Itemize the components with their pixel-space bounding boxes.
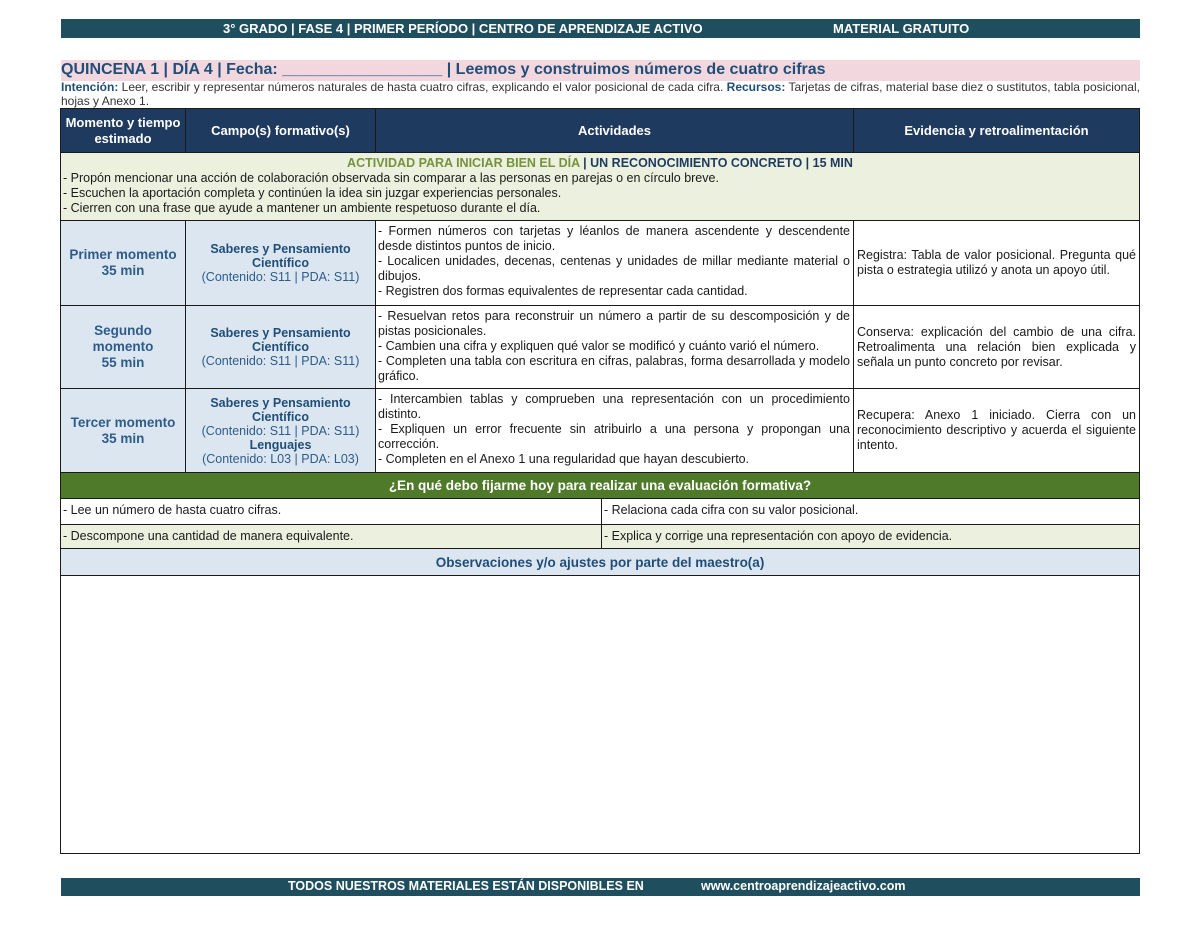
moment-3-evidence	[853, 388, 1140, 473]
header-activities	[375, 108, 854, 153]
moment-1-field-content: (Contenido: S11 | PDA: S11)	[201, 270, 360, 284]
activity-line: - Expliquen un error frecuente sin atribuirlo a una persona y propongan una corrección.	[378, 422, 850, 451]
resources-text: Tarjetas de cifras, material base diez o sustitutos, tabla posicional, hojas y Anexo 1.	[61, 80, 1140, 108]
moment-3-field	[185, 388, 376, 473]
observations-title-bar	[60, 548, 1140, 576]
evidence-text: Conserva: explicación del cambio de una cifra. Retroalimenta una relación bien explicada y señala un punto concreto por revisar.	[857, 324, 1136, 369]
title-bar	[61, 60, 1140, 81]
criterion-cell	[60, 498, 602, 525]
activity-line: - Registren dos formas equivalentes de representar cada cantidad.	[378, 284, 748, 298]
header-evidence-label: Evidencia y retroalimentación	[904, 122, 1089, 138]
evidence-text: Registra: Tabla de valor posicional. Pregunta qué pista o estrategia utilizó y anota un apoyo útil.	[857, 248, 1136, 277]
start-activity-subtitle: | UN RECONOCIMIENTO CONCRETO | 15 MIN	[579, 156, 853, 170]
header-right-text: MATERIAL GRATUITO	[833, 21, 970, 36]
moment-3-field-name: Saberes y Pensamiento Científico	[210, 395, 351, 424]
moment-2-evidence	[853, 305, 1140, 389]
observations-title: Observaciones y/o ajustes por parte del maestro(a)	[435, 554, 765, 570]
header-moment	[60, 108, 186, 153]
moment-3-field-content: (Contenido: S11 | PDA: S11)	[201, 423, 360, 438]
moment-1-activities	[375, 220, 854, 306]
moment-2-cell	[60, 305, 186, 389]
header-field	[185, 108, 376, 153]
criterion-text: - Descompone una cantidad de manera equivalente.	[63, 529, 354, 543]
criterion-text: - Lee un número de hasta cuatro cifras.	[63, 503, 282, 517]
moment-2-activities	[375, 305, 854, 389]
criterion-cell	[60, 524, 602, 549]
moment-3-cell	[60, 388, 186, 473]
intention-text: Leer, escribir y representar números naturales de hasta cuatro cifras, explicando el valor posicional de cada cifra.	[118, 80, 727, 94]
moment-1-time: 35 min	[101, 263, 145, 278]
moment-2-field-content: (Contenido: S11 | PDA: S11)	[201, 354, 360, 368]
moment-2-field-name: Saberes y Pensamiento Científico	[210, 326, 351, 354]
moment-2-time: 55 min	[101, 355, 145, 370]
start-activity-block	[60, 152, 1140, 221]
moment-3-name: Tercer momento	[70, 414, 176, 430]
footer-left-text: TODOS NUESTROS MATERIALES ESTÁN DISPONIBLES EN	[288, 879, 644, 893]
activity-line: - Localicen unidades, decenas, centenas y unidades de millar mediante material o dibujos.	[378, 254, 850, 283]
page-title: QUINCENA 1 | DÍA 4 | Fecha: __________________ | Leemos y construimos números de cuatro cifras	[61, 61, 826, 78]
start-activity-line: - Propón mencionar una acción de colaboración observada sin comparar a las personas en parejas o en círculo breve.	[63, 171, 719, 185]
intention-label: Intención:	[61, 80, 119, 94]
start-activity-line: - Escuchen la aportación completa y continúen la idea sin juzgar experiencias personales.	[63, 186, 562, 200]
header-field-label: Campo(s) formativo(s)	[211, 122, 350, 138]
activity-line: - Cambien una cifra y expliquen qué valor se modificó y cuánto varió el número.	[378, 339, 820, 353]
activity-line: - Resuelvan retos para reconstruir un número a partir de su descomposición y de pistas posicionales.	[378, 309, 850, 338]
footer-website-link[interactable]: www.centroaprendizajeactivo.com	[701, 879, 906, 893]
moment-1-name: Primer momento	[69, 247, 177, 262]
criterion-text: - Explica y corrige una representación con apoyo de evidencia.	[604, 529, 953, 543]
header-activities-label: Actividades	[578, 122, 651, 138]
header-bar	[61, 19, 1140, 38]
moment-3-time: 35 min	[101, 430, 145, 446]
evaluation-question-bar	[60, 472, 1140, 499]
activity-line: - Completen en el Anexo 1 una regularidad que hayan descubierto.	[378, 452, 750, 466]
intention-paragraph	[61, 80, 1140, 108]
moment-3-field2-name: Lenguajes	[249, 437, 312, 452]
moment-1-field-name: Saberes y Pensamiento Científico	[210, 242, 351, 270]
moment-2-name: Segundo momento	[92, 323, 154, 354]
header-evidence	[853, 108, 1140, 153]
moment-3-field2-content: (Contenido: L03 | PDA: L03)	[202, 451, 359, 466]
moment-1-field	[185, 220, 376, 306]
criterion-cell	[601, 498, 1140, 525]
activity-line: - Completen una tabla con escritura en cifras, palabras, forma desarrollada y modelo gráfico.	[378, 354, 850, 383]
moment-1-evidence	[853, 220, 1140, 306]
start-activity-heading	[63, 156, 1137, 171]
footer-bar	[61, 878, 1140, 896]
header-moment-label: Momento y tiempo estimado	[65, 114, 181, 146]
criterion-cell	[601, 524, 1140, 549]
activity-line: - Formen números con tarjetas y léanlos de manera ascendente y descendente desde distintos puntos de inicio.	[378, 224, 850, 253]
observations-area[interactable]	[60, 575, 1140, 854]
evidence-text: Recupera: Anexo 1 iniciado. Cierra con un reconocimiento descriptivo y acuerda el siguiente intento.	[857, 408, 1136, 452]
start-activity-title: ACTIVIDAD PARA INICIAR BIEN EL DÍA	[347, 156, 580, 170]
moment-3-activities	[375, 388, 854, 473]
start-activity-line: - Cierren con una frase que ayude a mantener un ambiente respetuoso durante el día.	[63, 201, 541, 215]
moment-2-field	[185, 305, 376, 389]
header-left-text: 3° GRADO | FASE 4 | PRIMER PERÍODO | CENTRO DE APRENDIZAJE ACTIVO	[223, 21, 703, 36]
criterion-text: - Relaciona cada cifra con su valor posicional.	[604, 503, 859, 517]
activity-line: - Intercambien tablas y comprueben una representación con un procedimiento distinto.	[378, 392, 850, 421]
resources-label: Recursos:	[726, 80, 786, 94]
evaluation-question: ¿En qué debo fijarme hoy para realizar una evaluación formativa?	[388, 478, 812, 493]
moment-1-cell	[60, 220, 186, 306]
